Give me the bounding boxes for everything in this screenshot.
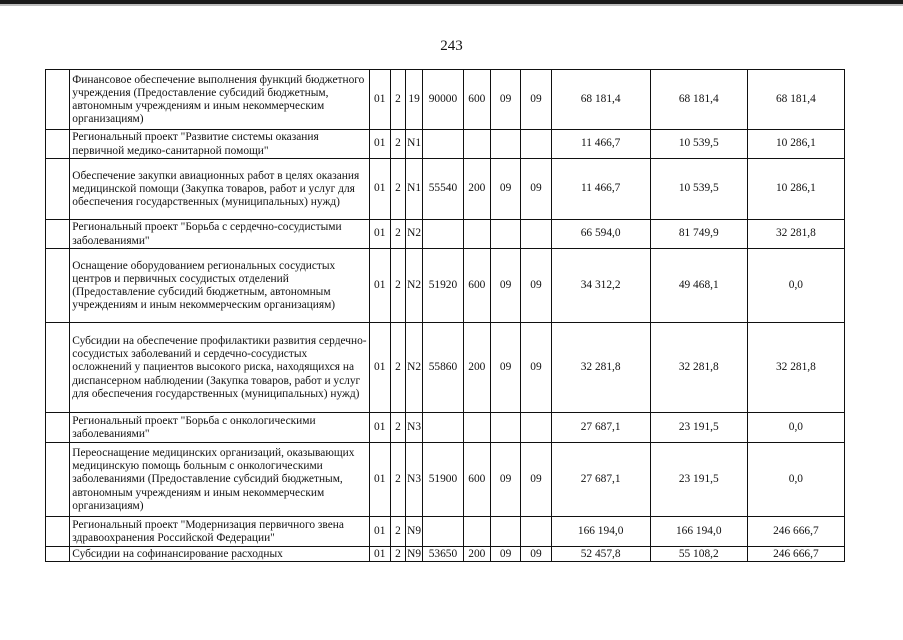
code-direction-cell: 90000 [423, 70, 463, 130]
code-ministry-cell: 01 [369, 70, 390, 130]
row-name-cell: Обеспечение закупки авиационных работ в целях оказания медицинской помощи (Закупка товаров, работ и услуг для обеспечения государственных (муниципальных) нужд) [70, 159, 369, 220]
amount-year2-cell: 23 191,5 [650, 443, 747, 517]
code-program-cell: 2 [390, 159, 405, 220]
code-subsection-cell: 09 [521, 547, 551, 562]
code-expense-type-cell [463, 220, 490, 249]
code-section-cell [490, 517, 520, 547]
amount-year3-cell: 0,0 [747, 249, 844, 323]
code-subprogram-cell: N1 [406, 130, 423, 159]
amount-year2-cell: 68 181,4 [650, 70, 747, 130]
amount-year3-cell: 246 666,7 [747, 547, 844, 562]
row-number-cell [46, 517, 70, 547]
code-subprogram-cell: N9 [406, 547, 423, 562]
amount-year2-cell: 10 539,5 [650, 159, 747, 220]
code-section-cell: 09 [490, 323, 520, 413]
code-ministry-cell: 01 [369, 130, 390, 159]
code-direction-cell [423, 130, 463, 159]
code-subsection-cell [521, 517, 551, 547]
row-number-cell [46, 249, 70, 323]
code-direction-cell: 55540 [423, 159, 463, 220]
code-direction-cell: 53650 [423, 547, 463, 562]
code-subprogram-cell: N3 [406, 413, 423, 443]
code-subsection-cell: 09 [521, 323, 551, 413]
code-program-cell: 2 [390, 443, 405, 517]
amount-year1-cell: 66 594,0 [551, 220, 650, 249]
table-row [46, 70, 845, 130]
code-expense-type-cell [463, 130, 490, 159]
row-number-cell [46, 323, 70, 413]
amount-year3-cell: 0,0 [747, 443, 844, 517]
row-name-cell: Финансовое обеспечение выполнения функций бюджетного учреждения (Предоставление субсидий бюджетным, автономным учреждениям и иным некоммерческим организациям) [70, 70, 369, 130]
page-number: 243 [440, 38, 463, 54]
amount-year2-cell: 81 749,9 [650, 220, 747, 249]
code-ministry-cell: 01 [369, 547, 390, 562]
row-name-cell: Оснащение оборудованием региональных сосудистых центров и первичных сосудистых отделений (Предоставление субсидий бюджетным, автономным учреждениям и иным некоммерческим организациям) [70, 249, 369, 323]
code-program-cell: 2 [390, 517, 405, 547]
amount-year2-cell: 10 539,5 [650, 130, 747, 159]
code-ministry-cell: 01 [369, 220, 390, 249]
code-program-cell: 2 [390, 70, 405, 130]
code-ministry-cell: 01 [369, 159, 390, 220]
code-direction-cell: 51920 [423, 249, 463, 323]
code-expense-type-cell [463, 413, 490, 443]
row-name-cell: Региональный проект "Борьба с онкологическими заболеваниями" [70, 413, 369, 443]
table-row [46, 220, 845, 249]
row-name-cell: Субсидии на софинансирование расходных [70, 547, 369, 562]
code-subsection-cell: 09 [521, 443, 551, 517]
code-section-cell [490, 130, 520, 159]
code-subprogram-cell: N1 [406, 159, 423, 220]
budget-table-body [46, 70, 845, 562]
code-subprogram-cell: 19 [406, 70, 423, 130]
row-name-cell: Региональный проект "Борьба с сердечно-сосудистыми заболеваниями" [70, 220, 369, 249]
scan-top-shadow [0, 4, 903, 6]
code-direction-cell [423, 413, 463, 443]
amount-year1-cell: 32 281,8 [551, 323, 650, 413]
table-row [46, 413, 845, 443]
code-ministry-cell: 01 [369, 323, 390, 413]
table-row [46, 443, 845, 517]
code-program-cell: 2 [390, 547, 405, 562]
amount-year2-cell: 166 194,0 [650, 517, 747, 547]
code-ministry-cell: 01 [369, 517, 390, 547]
row-name-cell: Переоснащение медицинских организаций, оказывающих медицинскую помощь больным с онкологическими заболеваниями (Предоставление субсидий бюджетным, автономным учреждениям и иным некоммерческим организациям) [70, 443, 369, 517]
code-direction-cell [423, 220, 463, 249]
amount-year1-cell: 27 687,1 [551, 443, 650, 517]
code-subprogram-cell: N9 [406, 517, 423, 547]
row-number-cell [46, 130, 70, 159]
amount-year3-cell: 68 181,4 [747, 70, 844, 130]
amount-year1-cell: 11 466,7 [551, 159, 650, 220]
code-expense-type-cell: 200 [463, 323, 490, 413]
code-program-cell: 2 [390, 249, 405, 323]
amount-year3-cell: 0,0 [747, 413, 844, 443]
row-name-cell: Региональный проект "Развитие системы оказания первичной медико-санитарной помощи" [70, 130, 369, 159]
code-subsection-cell: 09 [521, 159, 551, 220]
amount-year2-cell: 32 281,8 [650, 323, 747, 413]
amount-year2-cell: 23 191,5 [650, 413, 747, 443]
code-program-cell: 2 [390, 413, 405, 443]
table-row [46, 517, 845, 547]
code-expense-type-cell: 600 [463, 70, 490, 130]
code-section-cell: 09 [490, 249, 520, 323]
amount-year1-cell: 34 312,2 [551, 249, 650, 323]
row-number-cell [46, 413, 70, 443]
amount-year3-cell: 32 281,8 [747, 323, 844, 413]
code-subsection-cell: 09 [521, 70, 551, 130]
row-number-cell [46, 70, 70, 130]
code-section-cell: 09 [490, 159, 520, 220]
code-section-cell: 09 [490, 70, 520, 130]
amount-year2-cell: 49 468,1 [650, 249, 747, 323]
code-direction-cell [423, 517, 463, 547]
amount-year3-cell: 10 286,1 [747, 159, 844, 220]
code-subsection-cell [521, 130, 551, 159]
code-direction-cell: 51900 [423, 443, 463, 517]
code-subsection-cell: 09 [521, 249, 551, 323]
row-name-cell: Региональный проект "Модернизация первичного звена здравоохранения Российской Федерации" [70, 517, 369, 547]
amount-year2-cell: 55 108,2 [650, 547, 747, 562]
code-program-cell: 2 [390, 323, 405, 413]
table-row [46, 130, 845, 159]
amount-year1-cell: 27 687,1 [551, 413, 650, 443]
amount-year1-cell: 166 194,0 [551, 517, 650, 547]
budget-table [45, 69, 845, 562]
amount-year1-cell: 52 457,8 [551, 547, 650, 562]
code-section-cell [490, 413, 520, 443]
code-program-cell: 2 [390, 220, 405, 249]
code-ministry-cell: 01 [369, 249, 390, 323]
code-section-cell [490, 220, 520, 249]
table-row [46, 249, 845, 323]
row-number-cell [46, 220, 70, 249]
code-expense-type-cell: 200 [463, 159, 490, 220]
amount-year1-cell: 68 181,4 [551, 70, 650, 130]
code-expense-type-cell: 600 [463, 443, 490, 517]
table-row [46, 159, 845, 220]
amount-year1-cell: 11 466,7 [551, 130, 650, 159]
code-section-cell: 09 [490, 547, 520, 562]
code-subprogram-cell: N2 [406, 323, 423, 413]
amount-year3-cell: 10 286,1 [747, 130, 844, 159]
row-number-cell [46, 443, 70, 517]
code-subsection-cell [521, 220, 551, 249]
code-program-cell: 2 [390, 130, 405, 159]
code-expense-type-cell: 600 [463, 249, 490, 323]
code-direction-cell: 55860 [423, 323, 463, 413]
code-subsection-cell [521, 413, 551, 443]
amount-year3-cell: 32 281,8 [747, 220, 844, 249]
row-name-cell: Субсидии на обеспечение профилактики развития сердечно-сосудистых заболеваний и сердечно-сосудистых осложнений у пациентов высокого риска, находящихся на диспансерном наблюдении (Закупка товаров, работ и услуг для обеспечения государственных (муниципальных) нужд) [70, 323, 369, 413]
code-subprogram-cell: N2 [406, 220, 423, 249]
code-expense-type-cell [463, 517, 490, 547]
code-ministry-cell: 01 [369, 413, 390, 443]
code-subprogram-cell: N3 [406, 443, 423, 517]
code-expense-type-cell: 200 [463, 547, 490, 562]
row-number-cell [46, 159, 70, 220]
table-row [46, 323, 845, 413]
table-row [46, 547, 845, 562]
code-section-cell: 09 [490, 443, 520, 517]
code-ministry-cell: 01 [369, 443, 390, 517]
row-number-cell [46, 547, 70, 562]
amount-year3-cell: 246 666,7 [747, 517, 844, 547]
code-subprogram-cell: N2 [406, 249, 423, 323]
